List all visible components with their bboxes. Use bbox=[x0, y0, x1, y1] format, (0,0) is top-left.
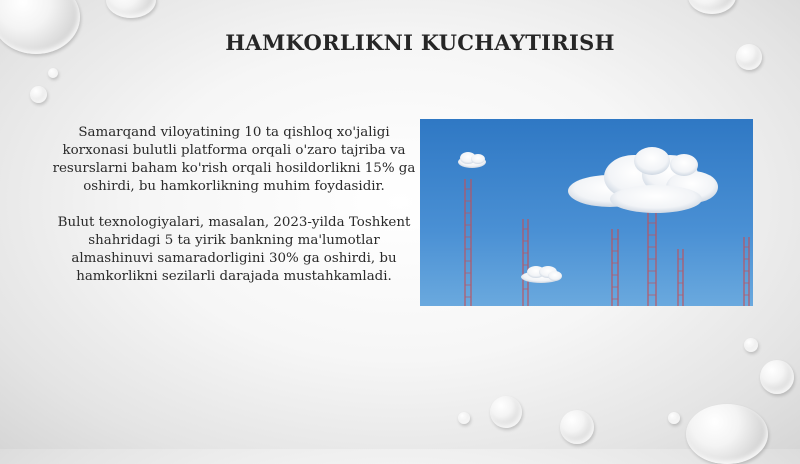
water-drop-decoration bbox=[0, 0, 80, 54]
paragraph-agriculture: Samarqand viloyatining 10 ta qishloq xo'jaligi korxonasi bulutli platforma orqali o'zaro tajriba va resurslarni baham ko'rish orqali hosildorlikni 15% ga oshirdi, bu hamkorlikning muhim foydasidir. bbox=[52, 125, 416, 194]
water-drop-decoration bbox=[760, 360, 794, 394]
water-drop-decoration bbox=[744, 338, 758, 352]
water-drop-decoration bbox=[106, 0, 156, 18]
slide-title: HAMKORLIKNI KUCHAYTIRISH bbox=[225, 30, 615, 55]
water-drop-decoration bbox=[48, 68, 58, 78]
ladders-to-clouds-image bbox=[420, 119, 753, 306]
water-drop-decoration bbox=[30, 86, 47, 103]
slide-body bbox=[48, 124, 420, 304]
water-drop-decoration bbox=[560, 410, 594, 444]
water-drop-decoration bbox=[490, 396, 522, 428]
water-drop-decoration bbox=[688, 0, 736, 14]
water-drop-decoration bbox=[458, 412, 470, 424]
water-drop-decoration bbox=[736, 44, 762, 70]
water-drop-decoration bbox=[668, 412, 680, 424]
water-drop-decoration bbox=[686, 404, 768, 464]
paragraph-banking: Bulut texnologiyalari, masalan, 2023-yilda Toshkent shahridagi 5 ta yirik bankning ma'lumotlar almashinuvi samaradorligini 30% ga oshirdi, bu hamkorlikni sezilarli darajada mustahkamladi. bbox=[57, 215, 411, 284]
